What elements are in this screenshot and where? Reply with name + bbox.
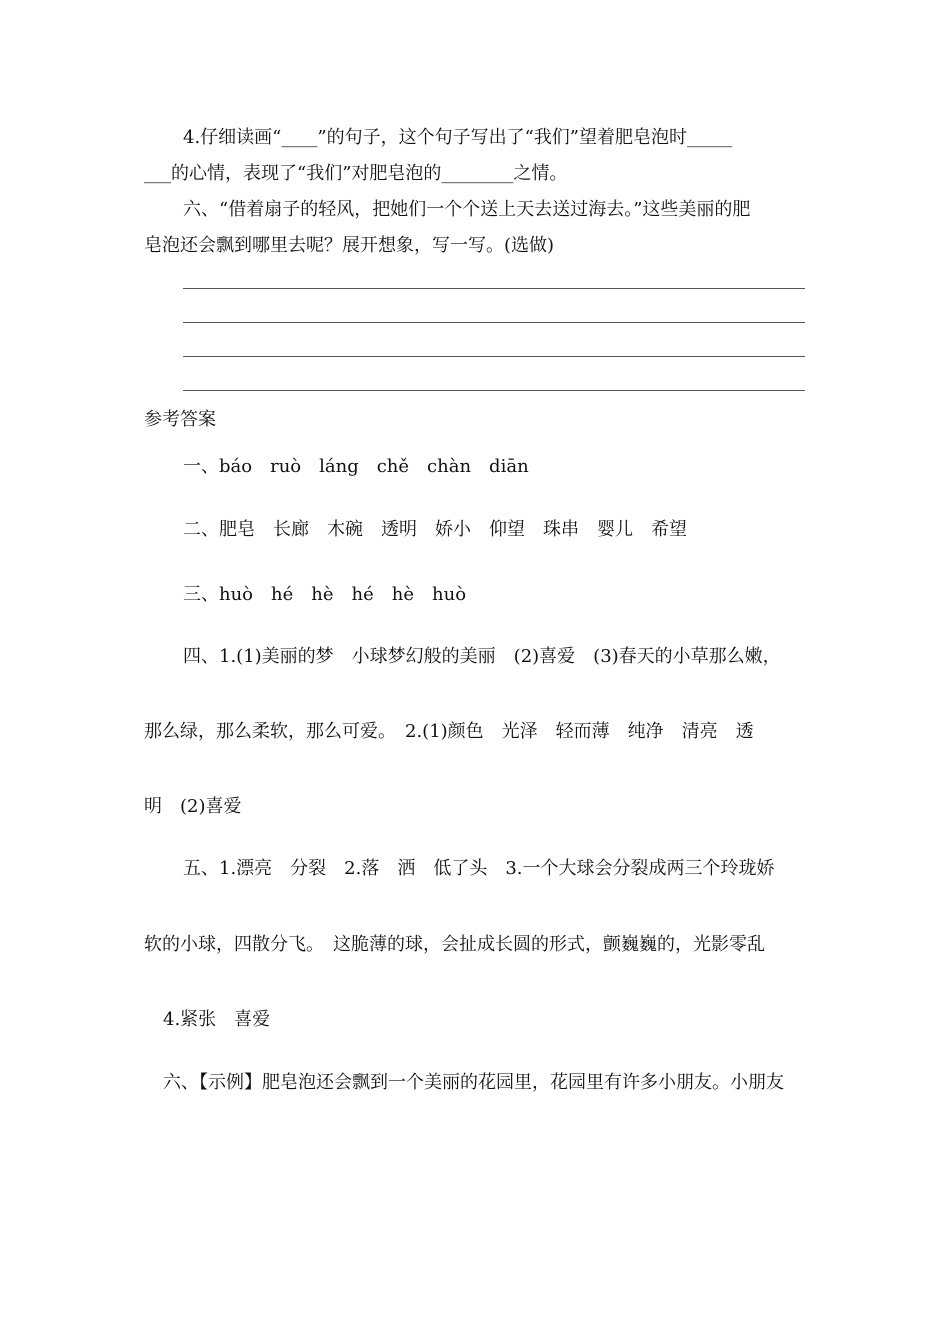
answers-heading: 参考答案 bbox=[144, 409, 216, 430]
answer-5-line-3: 4.紧张 喜爱 bbox=[163, 1009, 271, 1030]
writing-line-1 bbox=[183, 288, 805, 289]
answer-5-line-1: 五、1.漂亮 分裂 2.落 洒 低了头 3.一个大球会分裂成两三个玲珑娇 bbox=[183, 858, 775, 879]
question-4-line-1: 4.仔细读画“____”的句子，这个句子写出了“我们”望着肥皂泡时_____ bbox=[183, 127, 732, 148]
answer-1: 一、báo ruò láng chě chàn diān bbox=[183, 456, 529, 477]
answer-4-line-1: 四、1.(1)美丽的梦 小球梦幻般的美丽 (2)喜爱 (3)春天的小草那么嫩， bbox=[183, 646, 781, 667]
writing-line-4 bbox=[183, 390, 805, 391]
answer-5-line-2: 软的小球，四散分飞。 这脆薄的球，会扯成长圆的形式，颤巍巍的，光影零乱 bbox=[144, 934, 765, 955]
answer-6-line-1: 六、【示例】肥皂泡还会飘到一个美丽的花园里，花园里有许多小朋友。小朋友 bbox=[163, 1072, 784, 1093]
writing-line-3 bbox=[183, 356, 805, 357]
question-4-line-2: ___的心情，表现了“我们”对肥皂泡的________之情。 bbox=[144, 163, 568, 184]
section-6-line-1: 六、“借着扇子的轻风，把她们一个个送上天去送过海去。”这些美丽的肥 bbox=[183, 199, 751, 220]
answer-2: 二、肥皂 长廊 木碗 透明 娇小 仰望 珠串 婴儿 希望 bbox=[183, 519, 687, 540]
section-6-line-2: 皂泡还会飘到哪里去呢？展开想象，写一写。(选做) bbox=[144, 235, 555, 256]
answer-4-line-2: 那么绿，那么柔软，那么可爱。 2.(1)颜色 光泽 轻而薄 纯净 清亮 透 bbox=[144, 721, 754, 742]
writing-line-2 bbox=[183, 322, 805, 323]
answer-4-line-3: 明 (2)喜爱 bbox=[144, 796, 242, 817]
answer-3: 三、huò hé hè hé hè huò bbox=[183, 584, 467, 605]
